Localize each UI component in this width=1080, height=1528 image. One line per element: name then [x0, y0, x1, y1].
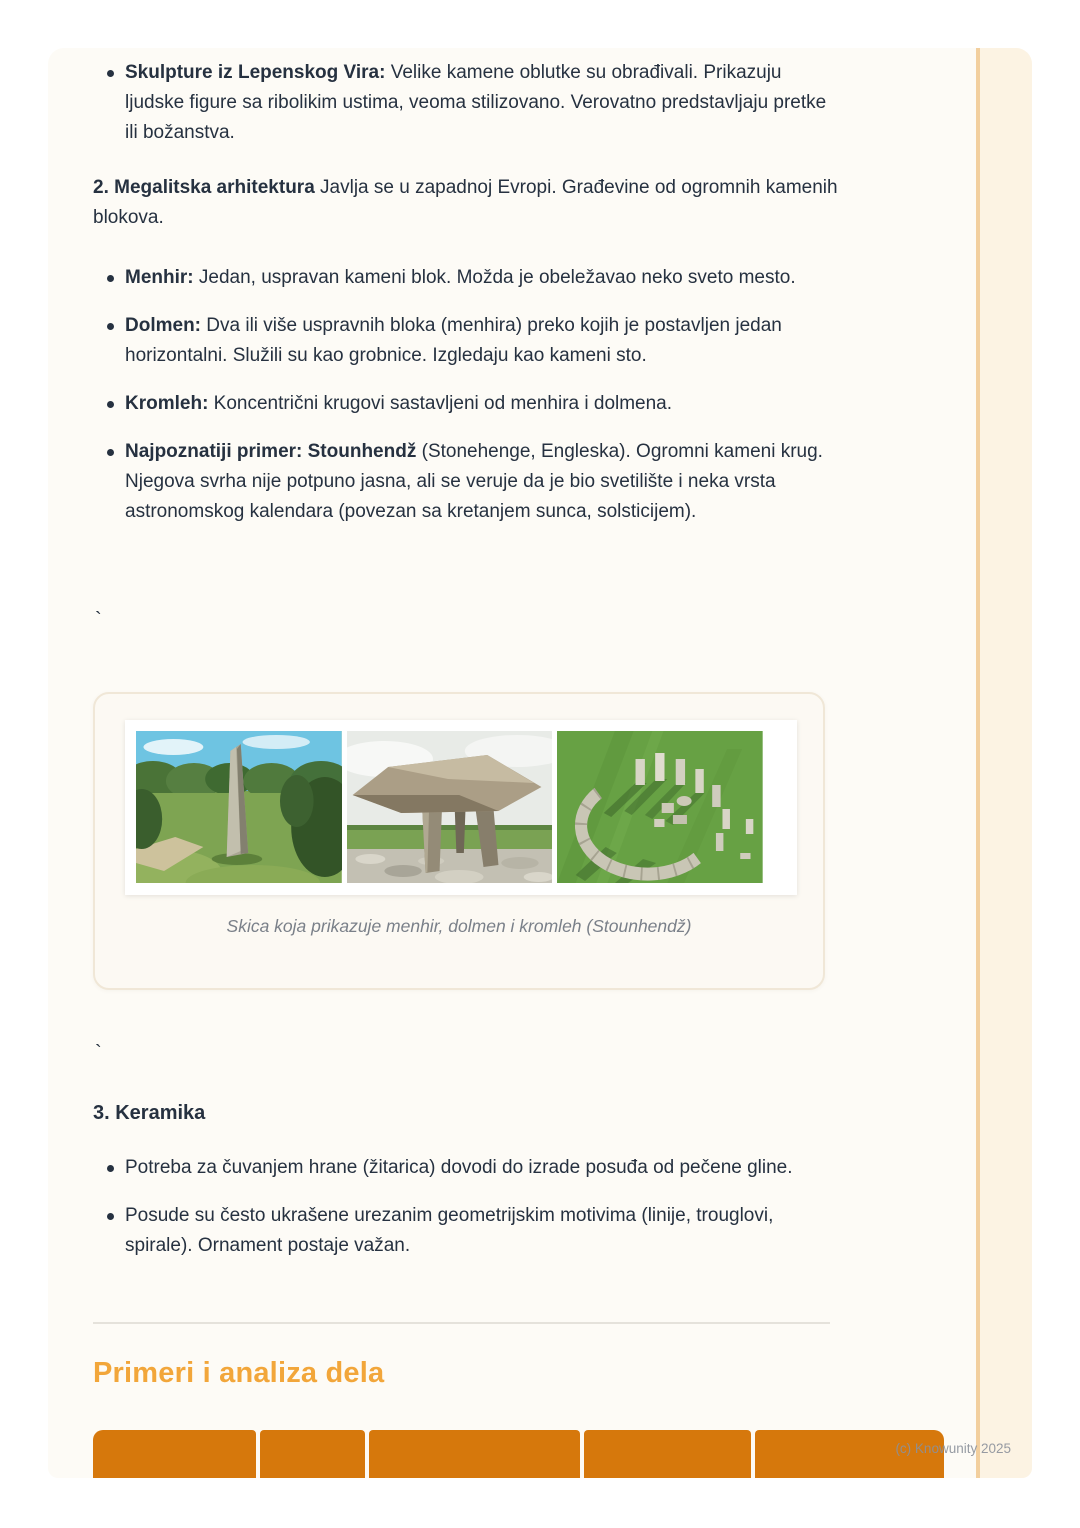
list-item-lepenski: [93, 58, 830, 148]
stray-backtick: `: [95, 609, 102, 631]
list-item-text: Jedan, uspravan kameni blok. Možda je obeležavao neko sveto mesto.: [193, 267, 796, 288]
stonehenge-photo: [557, 731, 763, 883]
list-item-text: Dva ili više uspravnih bloka (menhira) preko kojih je postavljen jedan horizontalni. Služili su kao grobnice. Izgledaju kao kameni sto.: [125, 315, 782, 366]
list-item-text: Velike kamene oblutke su obrađivali. Prikazuju ljudske figure sa ribolikim ustima, veoma stilizovano. Verovatno predstavljaju pretke ili božanstva.: [125, 62, 827, 143]
list-item-kromleh: [93, 389, 830, 419]
table-header-row: [93, 1430, 944, 1478]
list-item-term: Skulpture iz Lepenskog Vira:: [125, 62, 386, 83]
figure-caption: Skica koja prikazuje menhir, dolmen i kromleh (Stounhendž): [226, 916, 692, 936]
paragraph-text: Javlja se u zapadnoj Evropi. Građevine od ogromnih kamenih blokova.: [93, 177, 838, 228]
list-item-text: Koncentrični krugovi sastavljeni od menhira i dolmena.: [208, 393, 673, 414]
heading-primeri: Primeri i analiza dela: [93, 1357, 385, 1389]
list-item-term: Kromleh:: [125, 393, 209, 414]
list-item-term: Menhir:: [125, 267, 194, 288]
list-item-text: Potreba za čuvanjem hrane (žitarica) dovodi do izrade posuđa od pečene gline.: [125, 1157, 793, 1178]
table-header-cell: [260, 1430, 365, 1478]
bullet-list-megalit: [93, 263, 830, 527]
heading-keramika: 3. Keramika: [93, 1102, 206, 1124]
list-item-term: Najpoznatiji primer: Stounhendž: [125, 441, 417, 462]
list-item-text: (Stonehenge, Engleska). Ogromni kameni krug. Njegova svrha nije potpuno jasna, ali se veruje da je bio svetilište i neka vrsta astronomskog kalendara (povezan sa kretanjem sunca, solsticijem).: [125, 441, 823, 522]
list-item-menhir: [93, 263, 830, 293]
bullet-list-keramika: [93, 1153, 830, 1261]
figure-image-strip: [125, 720, 797, 895]
section-divider: [93, 1322, 830, 1324]
document-page: [48, 48, 1032, 1478]
list-item-keramika-2: [93, 1201, 830, 1261]
watermark: (c) Knowunity 2025: [895, 1441, 1011, 1456]
dolmen-photo: [347, 731, 553, 883]
list-item-keramika-1: [93, 1153, 830, 1183]
list-item-stounhendz: [93, 437, 830, 527]
table-header-cell: [369, 1430, 580, 1478]
paragraph-term: 2. Megalitska arhitektura: [93, 177, 315, 198]
list-item-term: Dolmen:: [125, 315, 201, 336]
paragraph-megalitska: [93, 173, 841, 233]
table-header-cell: [584, 1430, 751, 1478]
stray-backtick: `: [95, 1042, 102, 1064]
figure-card: [93, 692, 825, 990]
page-edge-stripe: [976, 48, 1032, 1478]
menhir-photo: [136, 731, 342, 883]
list-item-text: Posude su često ukrašene urezanim geometrijskim motivima (linije, trouglovi, spirale). Ornament postaje važan.: [125, 1205, 774, 1256]
list-item-dolmen: [93, 311, 830, 371]
table-header-cell: [93, 1430, 256, 1478]
bullet-list-sculpture: [93, 58, 830, 148]
